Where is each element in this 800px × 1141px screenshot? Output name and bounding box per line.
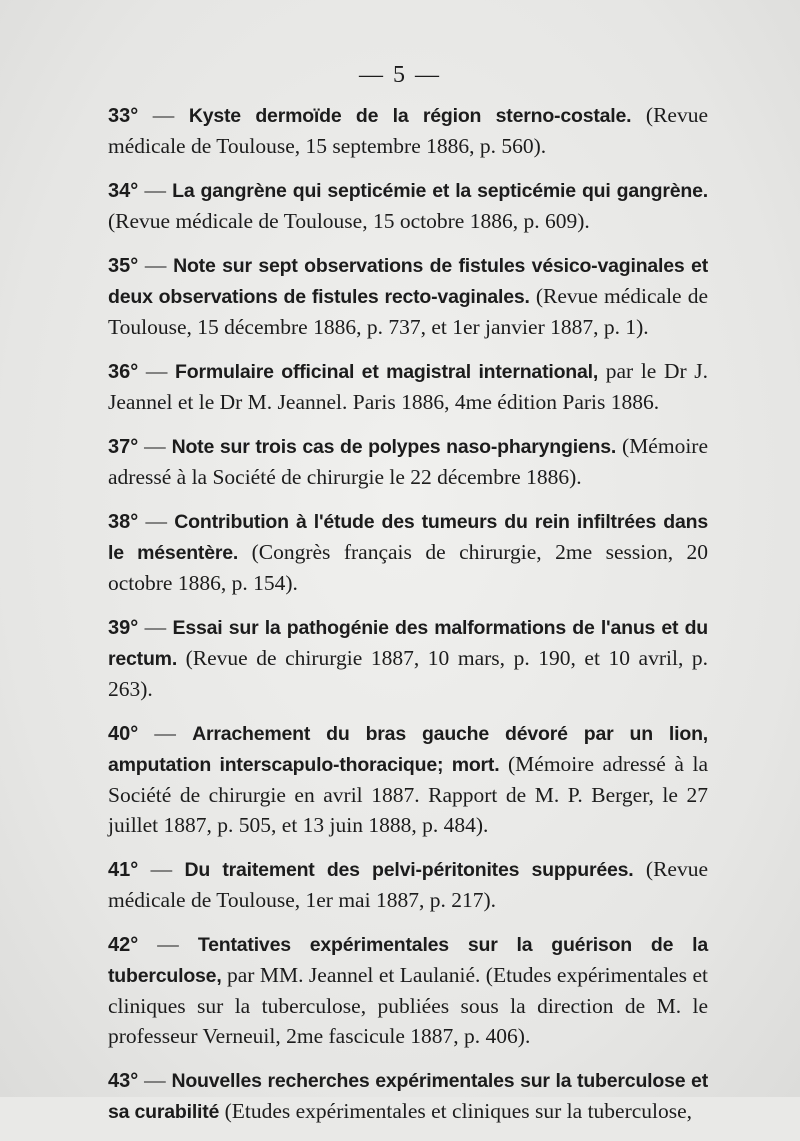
entry-reference: (Revue médicale de Toulouse, 15 septembre 1886, p. 560). xyxy=(108,103,709,158)
list-item: 39° — Essai sur la pathogénie des malformations de l'anus et du rectum. (Revue de chirurgie 1887, 10 mars, p. 190, et 10 avril, p. 263). xyxy=(108,615,709,701)
entry-title: La gangrène qui septicémie et la septicémie qui gangrène. xyxy=(172,180,708,202)
entry-reference: (Etudes expérimentales et cliniques sur la tuberculose, xyxy=(224,1099,693,1123)
list-item: 40° — Arrachement du bras gauche dévoré par un lion, amputation interscapulo-thoracique; mort. (Mémoire adressé à la Société de chirurgie en avril 1887. Rapport de M. P. Berger, le 27 juillet 1887, p. 505, et 13 juin 1888, p. 484). xyxy=(108,721,708,837)
bibliography-list xyxy=(108,100,708,1141)
entry-reference: par le Dr J. Jeannel et le Dr M. Jeannel. Paris 1886, 4me édition Paris 1886. xyxy=(108,359,709,414)
entry-number: 35° xyxy=(108,255,139,277)
entry-title: Note sur trois cas de polypes naso-pharyngiens. xyxy=(171,436,617,458)
entry-reference: (Mémoire adressé à la Société de chirurgie le 22 décembre 1886). xyxy=(108,434,708,489)
page-number: — 5 — xyxy=(359,62,441,88)
entry-title: Tentatives expérimentales sur la guérison de la tuberculose, xyxy=(108,934,709,987)
entry-number: 42° xyxy=(108,934,139,956)
entry-reference: (Congrès français de chirurgie, 2me session, 20 octobre 1886, p. 154). xyxy=(108,540,709,595)
list-item: 36° — Formulaire officinal et magistral international, par le Dr J. Jeannel et le Dr M. Jeannel. Paris 1886, 4me édition Paris 1886. xyxy=(108,359,709,414)
entry-reference: par MM. Jeannel et Laulanié. (Etudes expérimentales et cliniques sur la tuberculose, publiées sous la direction de M. le professeur Verneuil, 2me fascicule 1887, p. 406). xyxy=(108,963,708,1048)
entry-reference: (Revue médicale de Toulouse, 15 décembre 1886, p. 737, et 1er janvier 1887, p. 1). xyxy=(108,284,708,339)
entry-title: Kyste dermoïde de la région sterno-costale. xyxy=(188,105,632,127)
entry-number: 34° xyxy=(108,180,139,202)
entry-reference: (Revue médicale de Toulouse, 15 octobre 1886, p. 609). xyxy=(108,209,590,233)
entry-reference: (Revue de chirurgie 1887, 10 mars, p. 190, et 10 avril, p. 263). xyxy=(108,646,708,701)
list-item: 33° — Kyste dermoïde de la région sterno-costale. (Revue médicale de Toulouse, 15 septembre 1886, p. 560). xyxy=(108,103,709,158)
entry-number: 43° xyxy=(108,1070,139,1092)
list-item: 42° — Tentatives expérimentales sur la guérison de la tuberculose, par MM. Jeannel et Laulanié. (Etudes expérimentales et cliniques sur la tuberculose, publiées sous la direction de M. le professeur Verneuil, 2me fascicule 1887, p. 406). xyxy=(108,932,709,1048)
entry-title: Nouvelles recherches expérimentales sur la tuberculose et sa curabilité xyxy=(108,1070,709,1123)
entry-title: Du traitement des pelvi-péritonites suppurées. xyxy=(184,859,634,881)
list-item: 38° — Contribution à l'étude des tumeurs du rein infiltrées dans le mésentère. (Congrès français de chirurgie, 2me session, 20 octobre 1886, p. 154). xyxy=(108,509,709,595)
entry-title: Essai sur la pathogénie des malformations de l'anus et du rectum. xyxy=(108,617,709,670)
list-item: 34° — La gangrène qui septicémie et la septicémie qui gangrène. (Revue médicale de Toulouse, 15 octobre 1886, p. 609). xyxy=(108,178,708,233)
entry-number: 40° xyxy=(108,723,139,745)
entry-reference: (Mémoire adressé à la Société de chirurgie en avril 1887. Rapport de M. P. Berger, le 27 juillet 1887, p. 505, et 13 juin 1888, p. 484). xyxy=(108,752,708,837)
entry-title: Contribution à l'étude des tumeurs du rein infiltrées dans le mésentère. xyxy=(108,511,708,564)
list-item: 37° — Note sur trois cas de polypes naso-pharyngiens. (Mémoire adressé à la Société de chirurgie le 22 décembre 1886). xyxy=(108,434,708,489)
entry-number: 33° xyxy=(108,105,139,127)
entry-number: 39° xyxy=(108,617,139,639)
entry-number: 37° xyxy=(108,436,139,458)
entry-title: Note sur sept observations de fistules vésico-vaginales et deux observations de fistules recto-vaginales. xyxy=(108,255,708,308)
list-item: 35° — Note sur sept observations de fistules vésico-vaginales et deux observations de fistules recto-vaginales. (Revue médicale de Toulouse, 15 décembre 1886, p. 737, et 1er janvier 1887, p. 1). xyxy=(108,253,708,339)
entry-number: 36° xyxy=(108,361,139,383)
list-item: 41° — Du traitement des pelvi-péritonites suppurées. (Revue médicale de Toulouse, 1er mai 1887, p. 217). xyxy=(108,857,709,912)
entry-reference: (Revue médicale de Toulouse, 1er mai 1887, p. 217). xyxy=(108,857,709,912)
entry-number: 38° xyxy=(108,511,139,533)
list-item: 43° — Nouvelles recherches expérimentales sur la tuberculose et sa curabilité (Etudes expérimentales et cliniques sur la tuberculose, xyxy=(108,1068,709,1123)
entry-number: 41° xyxy=(108,859,139,881)
entry-title: Arrachement du bras gauche dévoré par un lion, amputation interscapulo-thoracique; mort. xyxy=(108,723,708,776)
entry-title: Formulaire officinal et magistral international, xyxy=(175,361,599,383)
